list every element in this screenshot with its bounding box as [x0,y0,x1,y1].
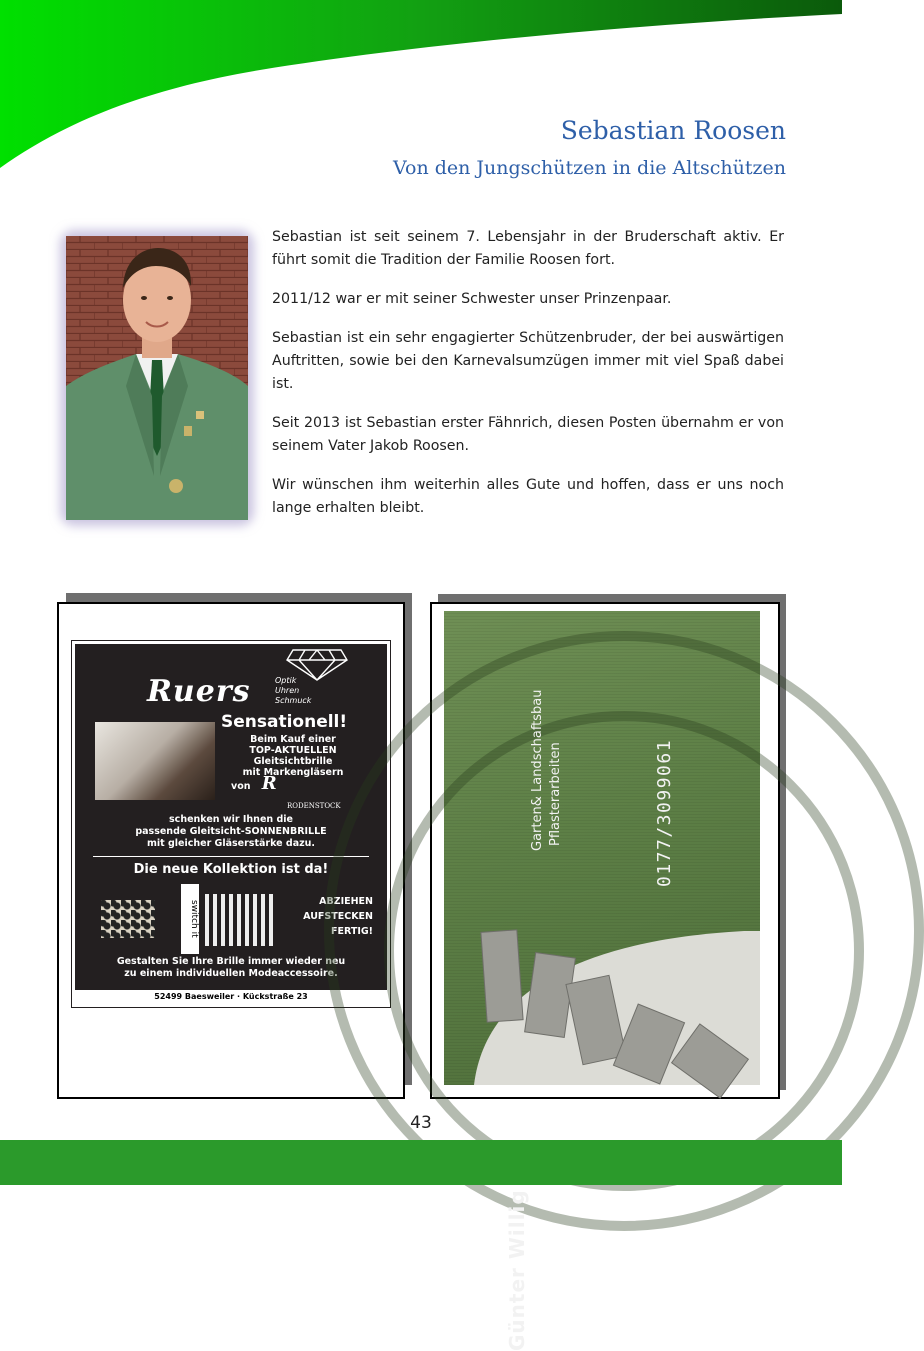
ad-tagline: Gestalten Sie Ihre Brille immer wieder neu zu einem individuellen Modeaccessoire. [116,956,346,979]
ad-divider [93,856,369,857]
page-number: 43 [410,1113,432,1133]
article-body [272,226,784,536]
ruers-logo: Ruers [147,674,251,709]
ad-leopard-case-image [101,900,155,938]
article-title: Sebastian Roosen [560,116,786,145]
ruers-logo-subtitle: Optik Uhren Schmuck [275,676,312,705]
willig-business-line: Pflasterarbeiten [548,742,563,846]
ad-gift-text: schenken wir Ihnen die passende Gleitsicht-SONNENBRILLE mit gleicher Gläserstärke dazu. [135,814,327,849]
ad-collection-heading: Die neue Kollektion ist da! [133,862,329,877]
header-swoosh [0,0,842,180]
article-paragraph: Sebastian ist ein sehr engagierter Schützenbruder, der bei auswärtigen Auftritten, sowie bei den Karnevalsumzügen immer mit viel Spaß dabei ist. [272,330,784,392]
ad-address: 52499 Baesweiler · Kückstraße 23 [75,990,387,1004]
willig-name: Günter Willig [505,1189,529,1351]
article-paragraph: 2011/12 war er mit seiner Schwester unser Prinzenpaar. [272,291,672,307]
ad-headline: Sensationell! [221,712,348,732]
ad-sunglasses-photo [95,722,215,800]
article-paragraph: Sebastian ist seit seinem 7. Lebensjahr in der Bruderschaft aktiv. Er führt somit die Tradition der Familie Roosen fort. [272,229,784,268]
ad-steps: ABZIEHEN AUFSTECKEN FERTIG! [303,896,373,937]
ad-clip-image [205,894,275,946]
willig-business-card [444,611,760,1351]
ad-offer-text: Beim Kauf einer TOP-AKTUELLEN Gleitsichtbrille mit Markengläsern von R [231,734,344,794]
paving-stones-image [444,911,760,1085]
article-paragraph: Seit 2013 ist Sebastian erster Fähnrich, diesen Posten übernahm er von seinem Vater Jakob Roosen. [272,415,784,454]
portrait-photo [66,236,248,520]
ad-switch-label: switch it [181,884,199,954]
article-subtitle: Von den Jungschützen in die Altschützen [393,157,786,179]
willig-phone: 0177/3099061 [654,738,675,887]
article-paragraph: Wir wünschen ihm weiterhin alles Gute und hoffen, dass er uns noch lange erhalten bleibt. [272,477,784,516]
ad-brand: RODENSTOCK [287,802,341,810]
willig-business-line: Garten& Landschaftsbau [530,689,545,851]
footer-band [0,1140,842,1185]
rodenstock-logo-icon: R [261,773,277,794]
